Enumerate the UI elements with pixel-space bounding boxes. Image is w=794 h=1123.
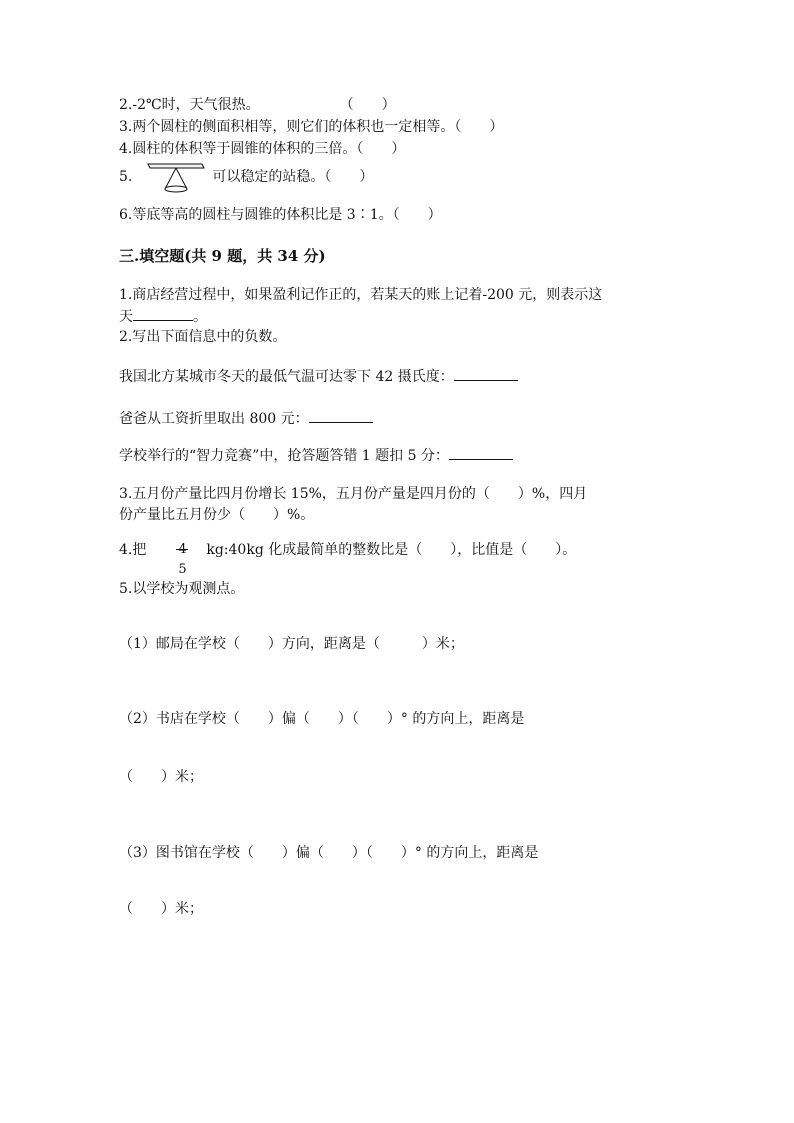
fill-q1-blank[interactable]: [133, 306, 193, 321]
fill-q1-suffix: 。: [193, 309, 207, 325]
judge-q4: 4.圆柱的体积等于圆锥的体积的三倍。（ ）: [119, 141, 406, 157]
fill-q2-b-text: 爸爸从工资折里取出 800 元：: [119, 411, 309, 427]
fill-q1-prefix: 天: [119, 309, 133, 325]
fill-q5-s2b: （ ）米；: [119, 769, 203, 785]
fill-q5-s1: （1）邮局在学校（ ）方向，距离是（ ）米；: [119, 636, 464, 652]
judge-q3: 3.两个圆柱的侧面积相等，则它们的体积也一定相等。（ ）: [119, 119, 504, 135]
fill-q2-c-text: 学校举行的“智力竞赛”中，抢答题答错 1 题扣 5 分：: [119, 448, 449, 464]
fill-q1-line2: [119, 306, 207, 327]
cone-on-board-icon: [146, 160, 206, 194]
fill-q2-text: 2.写出下面信息中的负数。: [119, 329, 287, 345]
fill-q2-b-blank[interactable]: [309, 408, 373, 423]
fill-q5-s3b: （ ）米；: [119, 901, 203, 917]
judge-q6: 6.等底等高的圆柱与圆锥的体积比是 3∶1。（ ）: [119, 207, 442, 223]
fill-q2-b: [119, 408, 373, 429]
fraction-denominator: 5: [178, 562, 187, 577]
fill-q1-line1: 1.商店经营过程中，如果盈利记作正的，若某天的账上记着-200 元，则表示这: [119, 287, 603, 303]
fill-q4-prefix: 4.把: [119, 542, 147, 558]
fill-q2-a-blank[interactable]: [454, 366, 518, 381]
fill-q5-text: 5.以学校为观测点。: [119, 581, 245, 597]
fill-q3-line2: 份产量比五月份少（ ）%。: [119, 507, 315, 523]
judge-q5-num: 5.: [119, 169, 133, 185]
section-3-title: 三.填空题(共 9 题，共 34 分): [119, 247, 326, 265]
fill-q2-a: [119, 366, 518, 387]
fill-q2-a-text: 我国北方某城市冬天的最低气温可达零下 42 摄氏度：: [119, 369, 454, 385]
fraction: [170, 530, 200, 577]
fill-q3-line1: 3.五月份产量比四月份增长 15%，五月份产量是四月份的（ ）%，四月: [119, 486, 588, 502]
fill-q4: [119, 530, 577, 577]
fill-q2-c-blank[interactable]: [449, 445, 513, 460]
fill-q4-suffix: kg:40kg 化成最简单的整数比是（ ），比值是（ ）。: [206, 542, 577, 558]
judge-q5-text: 可以稳定的站稳。（ ）: [212, 169, 374, 185]
fill-q2-c: [119, 445, 513, 466]
fraction-numerator: 4: [178, 542, 187, 557]
fill-q5-s3: （3）图书馆在学校（ ）偏（ ）（ ）° 的方向上，距离是: [119, 845, 539, 861]
judge-q2: [119, 95, 396, 115]
judge-q2-paren: （ ）: [339, 97, 396, 113]
fill-q5-s2: （2）书店在学校（ ）偏（ ）（ ）° 的方向上，距离是: [119, 711, 525, 727]
judge-q5: [119, 160, 373, 194]
judge-q2-text: 2.-2℃时，天气很热。: [119, 97, 260, 113]
